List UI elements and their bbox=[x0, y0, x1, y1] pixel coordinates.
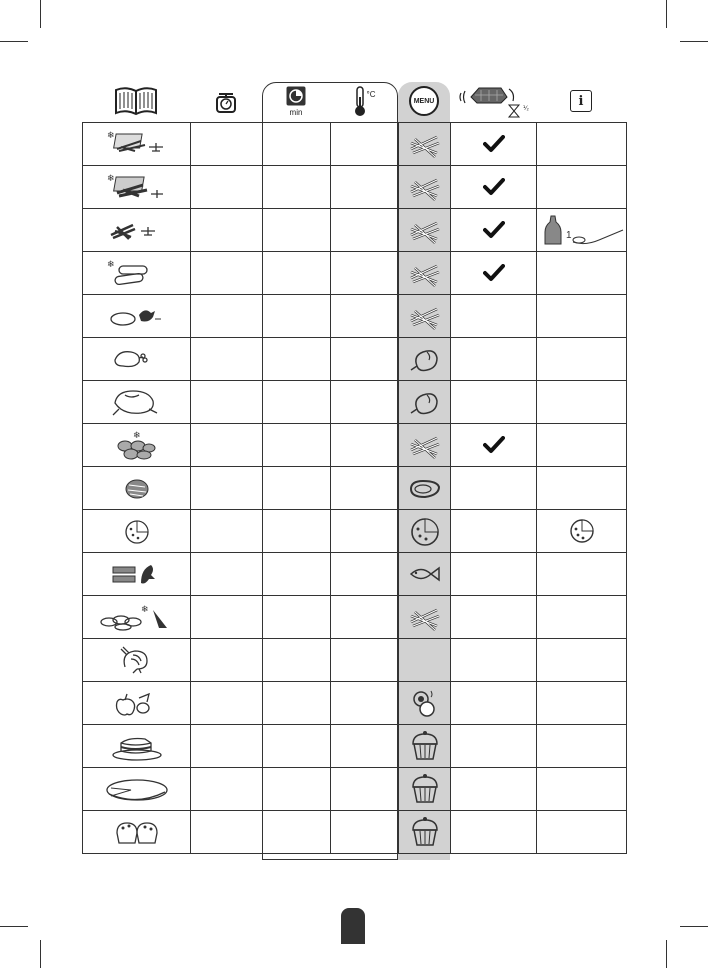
svg-text:❄: ❄ bbox=[132, 430, 141, 440]
shake-header bbox=[450, 80, 536, 122]
time-cell bbox=[263, 123, 331, 166]
temperature-cell bbox=[331, 424, 399, 467]
table-row bbox=[83, 252, 627, 295]
weight-cell bbox=[191, 510, 263, 553]
food-cell bbox=[83, 467, 191, 510]
info-cell bbox=[537, 295, 627, 338]
menu-cell bbox=[399, 553, 451, 596]
shake-cell bbox=[451, 467, 537, 510]
page-marker-tab bbox=[341, 908, 365, 944]
pizza-slice-icon bbox=[567, 516, 597, 546]
time-cell bbox=[263, 295, 331, 338]
shake-cell bbox=[451, 424, 537, 467]
shake-cell bbox=[451, 682, 537, 725]
checkmark-icon bbox=[483, 264, 505, 282]
temperature-cell bbox=[331, 295, 399, 338]
weight-cell bbox=[191, 596, 263, 639]
info-label: i bbox=[578, 93, 584, 109]
menu-steak-icon bbox=[407, 473, 443, 503]
shake-cell bbox=[451, 725, 537, 768]
shake-cell bbox=[451, 596, 537, 639]
time-cell bbox=[263, 725, 331, 768]
menu-cell bbox=[399, 768, 451, 811]
table-row bbox=[83, 510, 627, 553]
info-cell bbox=[537, 510, 627, 553]
food-cell bbox=[83, 166, 191, 209]
info-cell bbox=[537, 682, 627, 725]
oil-spoon-icon bbox=[539, 212, 625, 248]
frozen-nuggets-icon bbox=[105, 428, 169, 462]
book-header bbox=[82, 80, 190, 122]
menu-cell bbox=[399, 295, 451, 338]
frozen-spring-rolls-icon bbox=[105, 258, 169, 288]
menu-vegetables-icon bbox=[407, 687, 443, 719]
svg-text:❄: ❄ bbox=[106, 130, 115, 140]
weight-header bbox=[190, 80, 262, 122]
crop-mark bbox=[40, 940, 41, 968]
temperature-cell bbox=[331, 209, 399, 252]
time-cell bbox=[263, 424, 331, 467]
table-row bbox=[83, 768, 627, 811]
shrimps-icon bbox=[105, 645, 169, 675]
menu-fries-icon bbox=[407, 602, 443, 632]
menu-cell bbox=[399, 596, 451, 639]
svg-text:❄: ❄ bbox=[106, 173, 115, 183]
info-cell bbox=[537, 596, 627, 639]
shake-basket-icon bbox=[457, 83, 529, 119]
temperature-header bbox=[330, 80, 398, 122]
menu-fries-icon bbox=[407, 301, 443, 331]
table-row bbox=[83, 123, 627, 166]
table-row bbox=[83, 295, 627, 338]
info-cell bbox=[537, 639, 627, 682]
menu-fries-icon bbox=[407, 215, 443, 245]
info-cell bbox=[537, 123, 627, 166]
time-cell bbox=[263, 682, 331, 725]
table-row bbox=[83, 424, 627, 467]
menu-cell bbox=[399, 338, 451, 381]
food-cell bbox=[83, 252, 191, 295]
menu-muffin-icon bbox=[407, 773, 443, 805]
temperature-cell bbox=[331, 467, 399, 510]
menu-cell bbox=[399, 510, 451, 553]
weight-cell bbox=[191, 725, 263, 768]
info-cell bbox=[537, 166, 627, 209]
menu-header bbox=[398, 80, 450, 122]
table-row bbox=[83, 682, 627, 725]
menu-fish-icon bbox=[407, 559, 443, 589]
crop-mark bbox=[0, 926, 28, 927]
shake-cell bbox=[451, 295, 537, 338]
food-cell bbox=[83, 768, 191, 811]
time-cell bbox=[263, 639, 331, 682]
menu-fries-icon bbox=[407, 258, 443, 288]
temperature-cell bbox=[331, 553, 399, 596]
shake-cell bbox=[451, 639, 537, 682]
shake-cell bbox=[451, 510, 537, 553]
table-row bbox=[83, 596, 627, 639]
info-cell bbox=[537, 338, 627, 381]
checkmark-icon bbox=[483, 178, 505, 196]
fruits-vegetables-icon bbox=[105, 688, 169, 718]
temperature-cell bbox=[331, 252, 399, 295]
checkmark-icon bbox=[483, 135, 505, 153]
menu-fries-icon bbox=[407, 129, 443, 159]
menu-muffin-icon bbox=[407, 730, 443, 762]
crop-mark bbox=[0, 41, 28, 42]
cooking-table bbox=[82, 122, 627, 854]
info-cell bbox=[537, 209, 627, 252]
info-header bbox=[536, 80, 626, 122]
menu-cell bbox=[399, 166, 451, 209]
table-row bbox=[83, 467, 627, 510]
info-cell bbox=[537, 553, 627, 596]
info-cell bbox=[537, 467, 627, 510]
shake-cell bbox=[451, 768, 537, 811]
info-cell bbox=[537, 768, 627, 811]
weight-cell bbox=[191, 553, 263, 596]
time-cell bbox=[263, 252, 331, 295]
shake-cell bbox=[451, 252, 537, 295]
weight-cell bbox=[191, 338, 263, 381]
crop-mark bbox=[680, 926, 708, 927]
temperature-cell bbox=[331, 338, 399, 381]
food-cell bbox=[83, 553, 191, 596]
weight-cell bbox=[191, 166, 263, 209]
pie-icon bbox=[97, 772, 177, 806]
temperature-cell bbox=[331, 639, 399, 682]
food-cell bbox=[83, 295, 191, 338]
menu-fries-icon bbox=[407, 172, 443, 202]
crop-mark bbox=[680, 41, 708, 42]
table-row bbox=[83, 725, 627, 768]
weight-cell bbox=[191, 381, 263, 424]
menu-cell bbox=[399, 381, 451, 424]
fish-fillets-icon bbox=[105, 559, 169, 589]
temperature-cell bbox=[331, 768, 399, 811]
table-row bbox=[83, 381, 627, 424]
food-cell bbox=[83, 381, 191, 424]
time-cell bbox=[263, 553, 331, 596]
pizza-icon bbox=[105, 516, 169, 546]
table-row bbox=[83, 553, 627, 596]
food-cell bbox=[83, 639, 191, 682]
food-cell bbox=[83, 510, 191, 553]
weight-cell bbox=[191, 768, 263, 811]
frozen-thin-fries-icon bbox=[105, 129, 169, 159]
temperature-cell bbox=[331, 381, 399, 424]
menu-cell bbox=[399, 123, 451, 166]
shake-half-label: ⅟₂ bbox=[523, 105, 529, 112]
menu-cell bbox=[399, 682, 451, 725]
muffins-icon bbox=[105, 817, 169, 847]
menu-pizza-icon bbox=[407, 515, 443, 547]
info-cell bbox=[537, 725, 627, 768]
time-cell bbox=[263, 768, 331, 811]
temperature-unit-label: °C bbox=[366, 90, 376, 99]
weight-cell bbox=[191, 252, 263, 295]
food-cell bbox=[83, 338, 191, 381]
chicken-pieces-icon bbox=[105, 344, 169, 374]
weight-cell bbox=[191, 811, 263, 854]
menu-muffin-icon bbox=[407, 816, 443, 848]
food-cell bbox=[83, 682, 191, 725]
frozen-thick-fries-icon bbox=[105, 172, 169, 202]
table-row bbox=[83, 338, 627, 381]
time-unit-label: min bbox=[289, 107, 303, 117]
table-row bbox=[83, 639, 627, 682]
temperature-cell bbox=[331, 682, 399, 725]
thermometer-icon bbox=[353, 85, 367, 117]
svg-text:❄: ❄ bbox=[106, 259, 115, 269]
info-cell bbox=[537, 424, 627, 467]
meat-icon bbox=[105, 473, 169, 503]
time-cell bbox=[263, 338, 331, 381]
menu-chicken-icon bbox=[407, 387, 443, 417]
menu-button-label: MENU bbox=[413, 97, 435, 105]
crop-mark bbox=[40, 0, 41, 28]
timer-icon bbox=[286, 86, 306, 106]
info-cell bbox=[537, 252, 627, 295]
shake-cell bbox=[451, 381, 537, 424]
info-cell bbox=[537, 381, 627, 424]
shake-cell bbox=[451, 553, 537, 596]
menu-cell bbox=[399, 252, 451, 295]
svg-text:❄: ❄ bbox=[140, 604, 149, 614]
weight-cell bbox=[191, 123, 263, 166]
checkmark-icon bbox=[483, 221, 505, 239]
weight-cell bbox=[191, 295, 263, 338]
crop-mark bbox=[666, 0, 667, 28]
time-cell bbox=[263, 166, 331, 209]
shake-cell bbox=[451, 166, 537, 209]
shake-cell bbox=[451, 338, 537, 381]
menu-button-icon bbox=[409, 86, 439, 116]
food-cell bbox=[83, 424, 191, 467]
food-cell bbox=[83, 123, 191, 166]
homemade-fries-icon bbox=[105, 215, 169, 245]
temperature-cell bbox=[331, 166, 399, 209]
menu-chicken-icon bbox=[407, 344, 443, 374]
menu-fries-icon bbox=[407, 430, 443, 460]
temperature-cell bbox=[331, 510, 399, 553]
time-cell bbox=[263, 510, 331, 553]
menu-cell bbox=[399, 725, 451, 768]
temperature-cell bbox=[331, 123, 399, 166]
temperature-cell bbox=[331, 811, 399, 854]
whole-chicken-icon bbox=[105, 385, 169, 419]
time-cell bbox=[263, 467, 331, 510]
weight-cell bbox=[191, 424, 263, 467]
weight-cell bbox=[191, 682, 263, 725]
menu-cell bbox=[399, 639, 451, 682]
table-row bbox=[83, 209, 627, 252]
open-book-icon bbox=[113, 85, 159, 117]
cake-icon bbox=[105, 729, 169, 763]
menu-cell bbox=[399, 467, 451, 510]
temperature-cell bbox=[331, 725, 399, 768]
shake-cell bbox=[451, 123, 537, 166]
chicken-nuggets-icon bbox=[105, 301, 169, 331]
shake-cell bbox=[451, 209, 537, 252]
weight-cell bbox=[191, 639, 263, 682]
checkmark-icon bbox=[483, 436, 505, 454]
food-cell bbox=[83, 209, 191, 252]
weight-cell bbox=[191, 467, 263, 510]
info-icon bbox=[570, 90, 592, 112]
weight-cell bbox=[191, 209, 263, 252]
table-row bbox=[83, 166, 627, 209]
menu-cell bbox=[399, 424, 451, 467]
time-cell bbox=[263, 381, 331, 424]
info-cell bbox=[537, 811, 627, 854]
food-cell bbox=[83, 596, 191, 639]
table-row bbox=[83, 811, 627, 854]
time-cell bbox=[263, 596, 331, 639]
time-cell bbox=[263, 209, 331, 252]
time-header bbox=[262, 80, 330, 122]
time-cell bbox=[263, 811, 331, 854]
kitchen-scale-icon bbox=[215, 88, 237, 114]
oil-spoon-count: 1 bbox=[565, 230, 572, 241]
temperature-cell bbox=[331, 596, 399, 639]
crop-mark bbox=[666, 940, 667, 968]
menu-cell bbox=[399, 209, 451, 252]
shake-cell bbox=[451, 811, 537, 854]
frozen-onion-rings-icon bbox=[97, 602, 177, 632]
menu-cell bbox=[399, 811, 451, 854]
food-cell bbox=[83, 725, 191, 768]
food-cell bbox=[83, 811, 191, 854]
